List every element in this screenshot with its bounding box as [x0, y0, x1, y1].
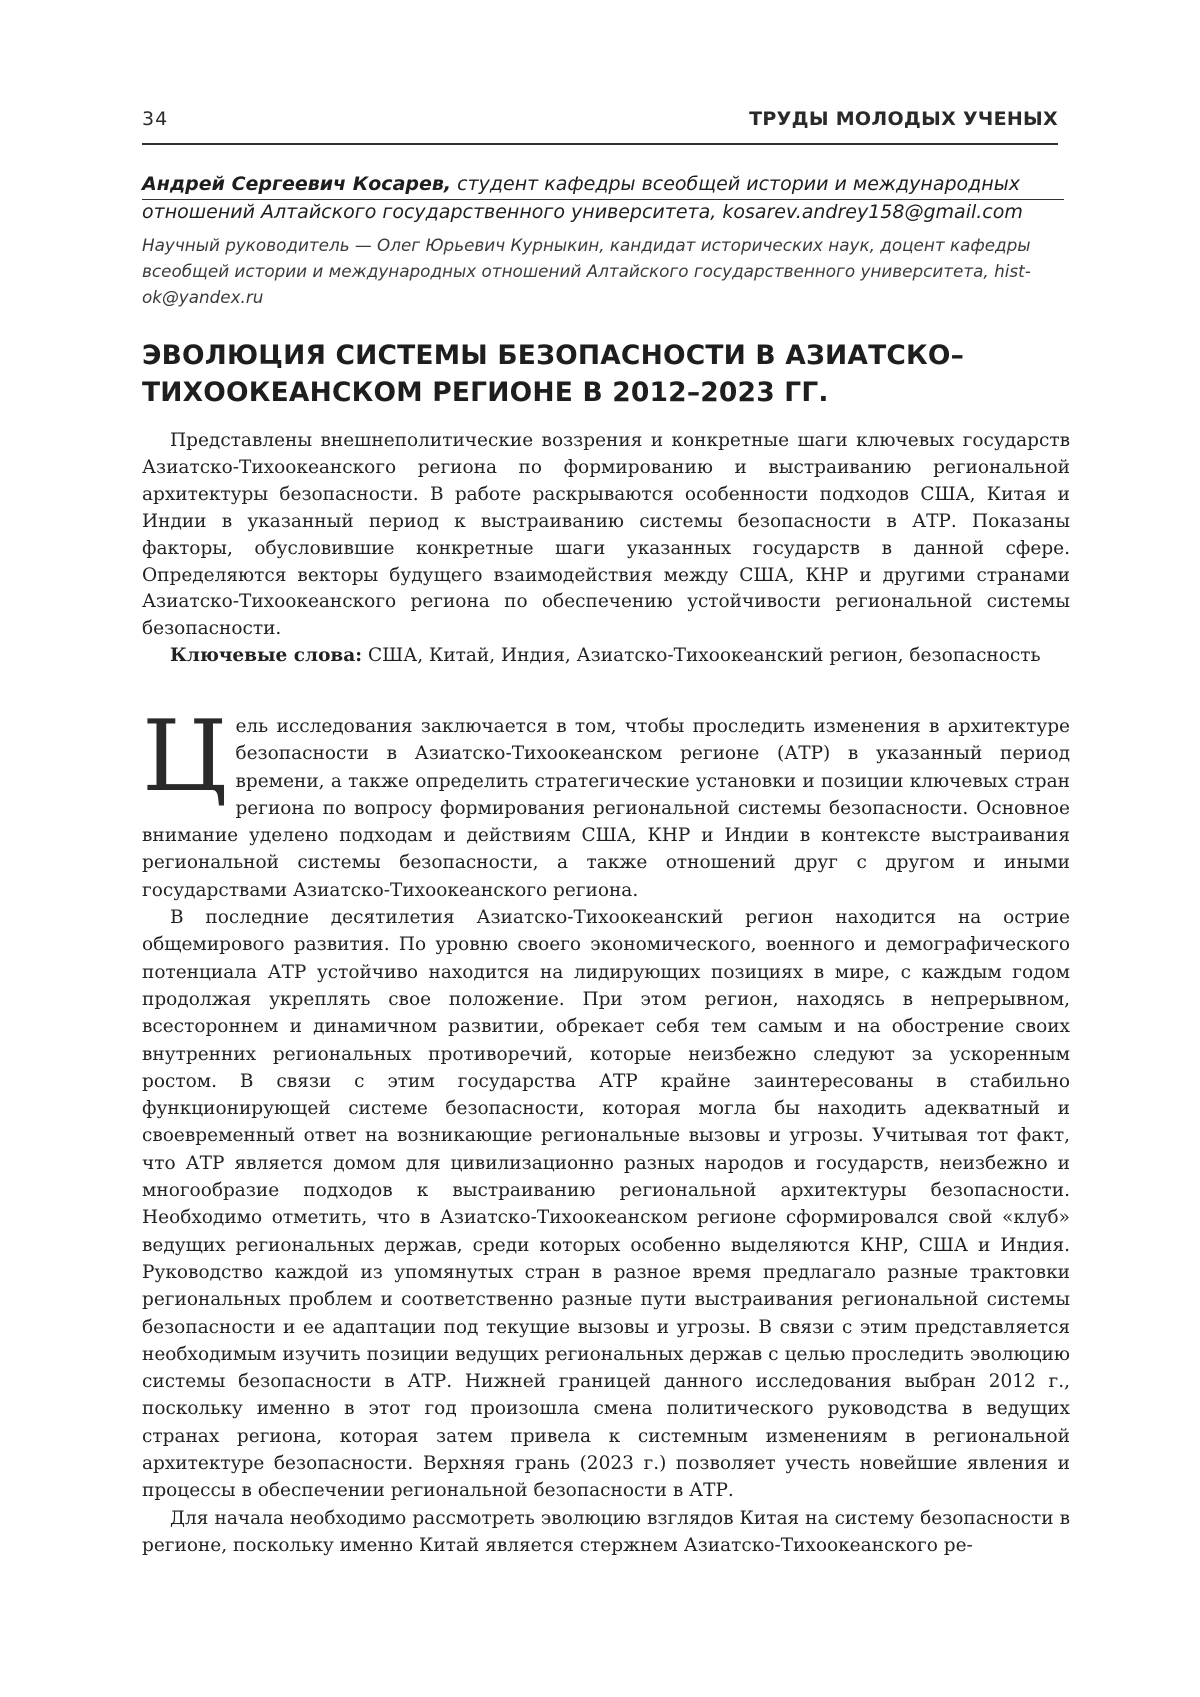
keywords-list: США, Китай, Индия, Азиатско-Тихоокеанский регион, безопасность: [362, 645, 1041, 667]
advisor-info: Научный руководитель — Олег Юрьевич Курныкин, кандидат исторических наук, доцент кафедры всеобщей истории и международных отношений Алтайского государственного университета, hist-ok@yandex.ru: [142, 235, 1031, 307]
body-paragraph-3: Для начала необходимо рассмотреть эволюцию взглядов Китая на систему безопасности в регионе, поскольку именно Китай является стержнем Азиатско-Тихоокеанского ре-: [142, 1507, 1070, 1556]
page-number: 34: [142, 108, 169, 130]
abstract-text: Представлены внешнеполитические воззрения и конкретные шаги ключевых государств Азиатско-Тихоокеанского региона по формированию и выстраиванию региональной архитектуры безопасности. В работе раскрываются особенности подходов США, Китая и Индии в указанный период к выстраиванию системы безопасности в АТР. Показаны факторы, обусловившие конкретные шаги указанных государств в данной сфере. Определяются векторы будущего взаимодействия между США, КНР и другими странами Азиатско-Тихоокеанского региона по обеспечению устойчивости региональной системы безопасности.: [142, 430, 1070, 640]
keywords: [142, 643, 1070, 670]
author-name: Андрей Сергеевич Косарев,: [142, 173, 452, 195]
author-affiliation: студент кафедры всеобщей истории и международных отношений Алтайского государственного университета, kosarev.andrey158@gmail.com: [142, 173, 1023, 223]
journal-title: ТРУДЫ МОЛОДЫХ УЧЕНЫХ: [749, 108, 1058, 130]
body-paragraph-1: [142, 700, 1070, 904]
header-divider: [142, 143, 1058, 145]
running-header: [142, 108, 1058, 138]
body-paragraph-1-text: ель исследования заключается в том, чтобы проследить изменения в архитектуре безопасности в Азиатско-Тихоокеанском регионе (АТР) в указанный период времени, а также определить стратегические установки и позиции ключевых стран региона по вопросу формирования региональной системы безопасности. Основное внимание уделено подходам и действиям США, КНР и Индии в контексте выстраивания региональной системы безопасности, а также отношений друг с другом и иными государствами Азиатско-Тихоокеанского региона.: [142, 716, 1070, 901]
author-info: [142, 170, 1064, 226]
title-line-1: ЭВОЛЮЦИЯ СИСТЕМЫ БЕЗОПАСНОСТИ В АЗИАТСКО–: [142, 340, 965, 371]
author-divider: [142, 199, 1064, 200]
title-line-2: ТИХООКЕАНСКОМ РЕГИОНЕ В 2012–2023 ГГ.: [142, 377, 829, 408]
abstract: [142, 428, 1070, 670]
drop-cap: Ц: [142, 700, 228, 814]
article-body: [142, 700, 1070, 1559]
article-title: [142, 337, 1082, 411]
keywords-label: Ключевые слова:: [170, 645, 363, 667]
body-paragraph-2: В последние десятилетия Азиатско-Тихоокеанский регион находится на острие общемирового развития. По уровню своего экономического, военного и демографического потенциала АТР устойчиво находится на лидирующих позициях в мире, с каждым годом продолжая укреплять свое положение. При этом регион, находясь в непрерывном, всестороннем и динамичном развитии, обрекает себя тем самым и на обострение своих внутренних региональных противоречий, которые неизбежно следуют за ускоренным ростом. В связи с этим государства АТР крайне заинтересованы в стабильно функционирующей системе безопасности, которая могла бы находить адекватный и своевременный ответ на возникающие региональные вызовы и угрозы. Учитывая тот факт, что АТР является домом для цивилизационно разных народов и государств, неизбежно и многообразие подходов к выстраиванию региональной архитектуры безопасности. Необходимо отметить, что в Азиатско-Тихоокеанском регионе сформировался свой «клуб» ведущих региональных держав, среди которых особенно выделяются КНР, США и Индия. Руководство каждой из упомянутых стран в разное время предлагало разные трактовки региональных проблем и соответственно разные пути выстраивания региональной системы безопасности и ее адаптации под текущие вызовы и угрозы. В связи с этим представляется необходимым изучить позиции ведущих региональных держав с целью проследить эволюцию системы безопасности в АТР. Нижней границей данного исследования выбран 2012 г., поскольку именно в этот год произошла смена политического руководства в ведущих странах региона, которая затем привела к системным изменениям в региональной архитектуре безопасности. Верхняя грань (2023 г.) позволяет учесть новейшие явления и процессы в обеспечении региональной безопасности в АТР.: [142, 907, 1070, 1502]
